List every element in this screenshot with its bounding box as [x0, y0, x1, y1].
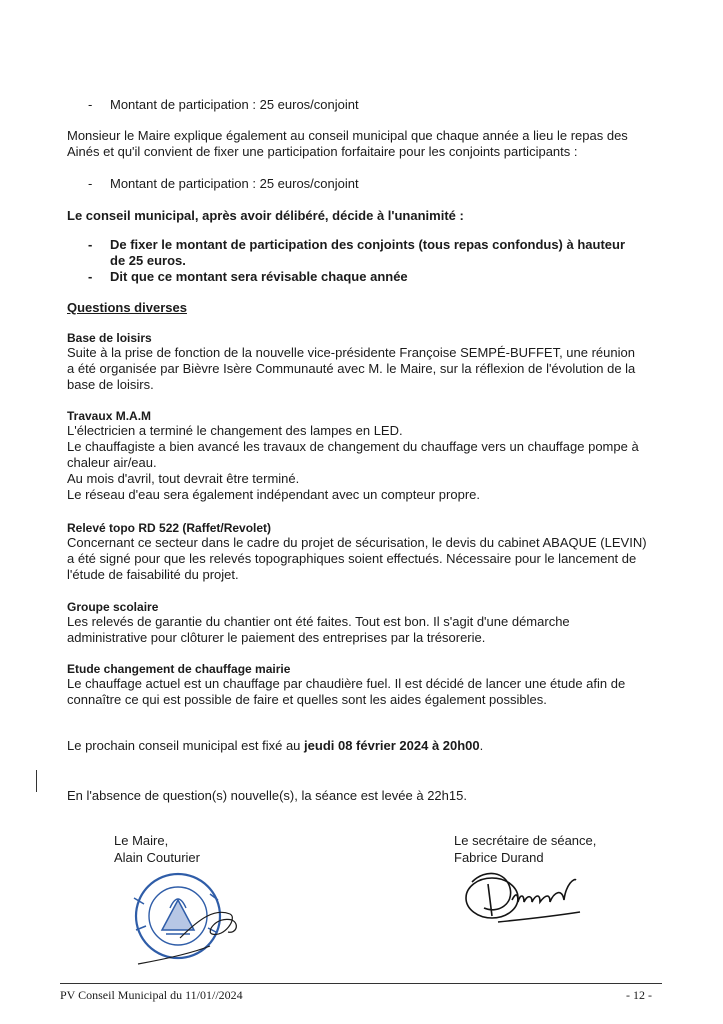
paragraph-line: l'étude de faisabilité du projet.	[67, 567, 239, 582]
footer-title: PV Conseil Municipal du 11/01//2024	[60, 988, 243, 1002]
secretary-role: Le secrétaire de séance,	[454, 833, 597, 848]
bullet-dash: -	[88, 97, 93, 112]
section-body-etude-chauffage	[67, 676, 652, 708]
bullet-dash: -	[88, 269, 93, 284]
closing-sentence: En l'absence de question(s) nouvelle(s), la séance est levée à 22h15.	[67, 788, 467, 803]
mayor-signature-block	[114, 832, 200, 866]
secretary-signature	[458, 864, 598, 934]
section-body-releve-topo	[67, 535, 652, 583]
participation-bullet-2: Montant de participation : 25 euros/conjoint	[110, 176, 359, 191]
paragraph-line: Les relevés de garantie du chantier ont été faites. Tout est bon. Il s'agit d'une démarche	[67, 614, 570, 629]
mayor-role: Le Maire,	[114, 833, 169, 848]
paragraph-line: Monsieur le Maire explique également au conseil municipal que chaque année a lieu le repas des	[67, 128, 628, 143]
mayor-stamp	[120, 868, 250, 968]
paragraph-line: a été organisée par Bièvre Isère Communauté avec M. le Maire, sur la réflexion de l'évolution de la	[67, 361, 636, 376]
next-council-suffix: .	[479, 738, 484, 753]
section-body-groupe-scolaire	[67, 614, 652, 646]
questions-diverses-heading: Questions diverses	[67, 300, 187, 315]
next-council-date: jeudi 08 février 2024 à 20h00	[304, 738, 480, 753]
section-title-travaux-mam: Travaux M.A.M	[67, 409, 152, 423]
paragraph-repas-aines	[67, 128, 652, 160]
bullet-dash: -	[88, 237, 93, 252]
page-number: - 12 -	[626, 988, 652, 1002]
participation-bullet-1: Montant de participation : 25 euros/conjoint	[110, 97, 359, 112]
decision-item-1-line-2: de 25 euros.	[110, 253, 186, 268]
paragraph-line: chaleur air/eau.	[67, 455, 157, 470]
section-title-etude-chauffage: Etude changement de chauffage mairie	[67, 662, 291, 676]
paragraph-line: Concernant ce secteur dans le cadre du projet de sécurisation, le devis du cabinet ABAQUE (LEVIN)	[67, 535, 647, 550]
paragraph-line: Le chauffagiste a bien avancé les travaux de changement du chauffage vers un chauffage pompe à	[67, 439, 639, 454]
mayor-name: Alain Couturier	[114, 850, 200, 865]
paragraph-line: L'électricien a terminé le changement des lampes en LED.	[67, 423, 403, 438]
paragraph-line: connaître ce qui est possible de faire et quelles sont les aides également possibles.	[67, 692, 547, 707]
paragraph-line: Le réseau d'eau sera également indépendant avec un compteur propre.	[67, 487, 480, 502]
paragraph-line: Le chauffage actuel est un chauffage par chaudière fuel. Il est décidé de lancer une étude afin de	[67, 676, 626, 691]
next-council-sentence	[67, 738, 483, 754]
paragraph-line: base de loisirs.	[67, 377, 154, 392]
decision-item-1-line-1: De fixer le montant de participation des conjoints (tous repas confondus) à hauteur	[110, 237, 626, 252]
secretary-signature-block	[454, 832, 596, 866]
paragraph-line: administrative pour clôturer le paiement des entreprises par la trésorerie.	[67, 630, 486, 645]
section-body-travaux-mam	[67, 423, 652, 503]
paragraph-line: a été signé pour que les relevés topographiques soient effectués. Nécessaire pour le lancement de	[67, 551, 637, 566]
section-title-groupe-scolaire: Groupe scolaire	[67, 600, 159, 614]
secretary-name: Fabrice Durand	[454, 850, 544, 865]
decision-heading: Le conseil municipal, après avoir délibéré, décide à l'unanimité :	[67, 208, 464, 223]
bullet-dash: -	[88, 176, 93, 191]
paragraph-line: Ainés et qu'il convient de fixer une participation forfaitaire pour les conjoints participants :	[67, 144, 578, 159]
section-body-base-loisirs	[67, 345, 652, 393]
paragraph-line: Suite à la prise de fonction de la nouvelle vice-présidente Françoise SEMPÉ-BUFFET, une réunion	[67, 345, 635, 360]
paragraph-line: Au mois d'avril, tout devrait être terminé.	[67, 471, 300, 486]
section-title-releve-topo: Relevé topo RD 522 (Raffet/Revolet)	[67, 521, 272, 535]
margin-mark	[36, 770, 37, 792]
next-council-prefix: Le prochain conseil municipal est fixé au	[67, 738, 305, 753]
footer-divider	[60, 983, 662, 984]
section-title-base-loisirs: Base de loisirs	[67, 331, 152, 345]
decision-item-2: Dit que ce montant sera révisable chaque année	[110, 269, 408, 284]
